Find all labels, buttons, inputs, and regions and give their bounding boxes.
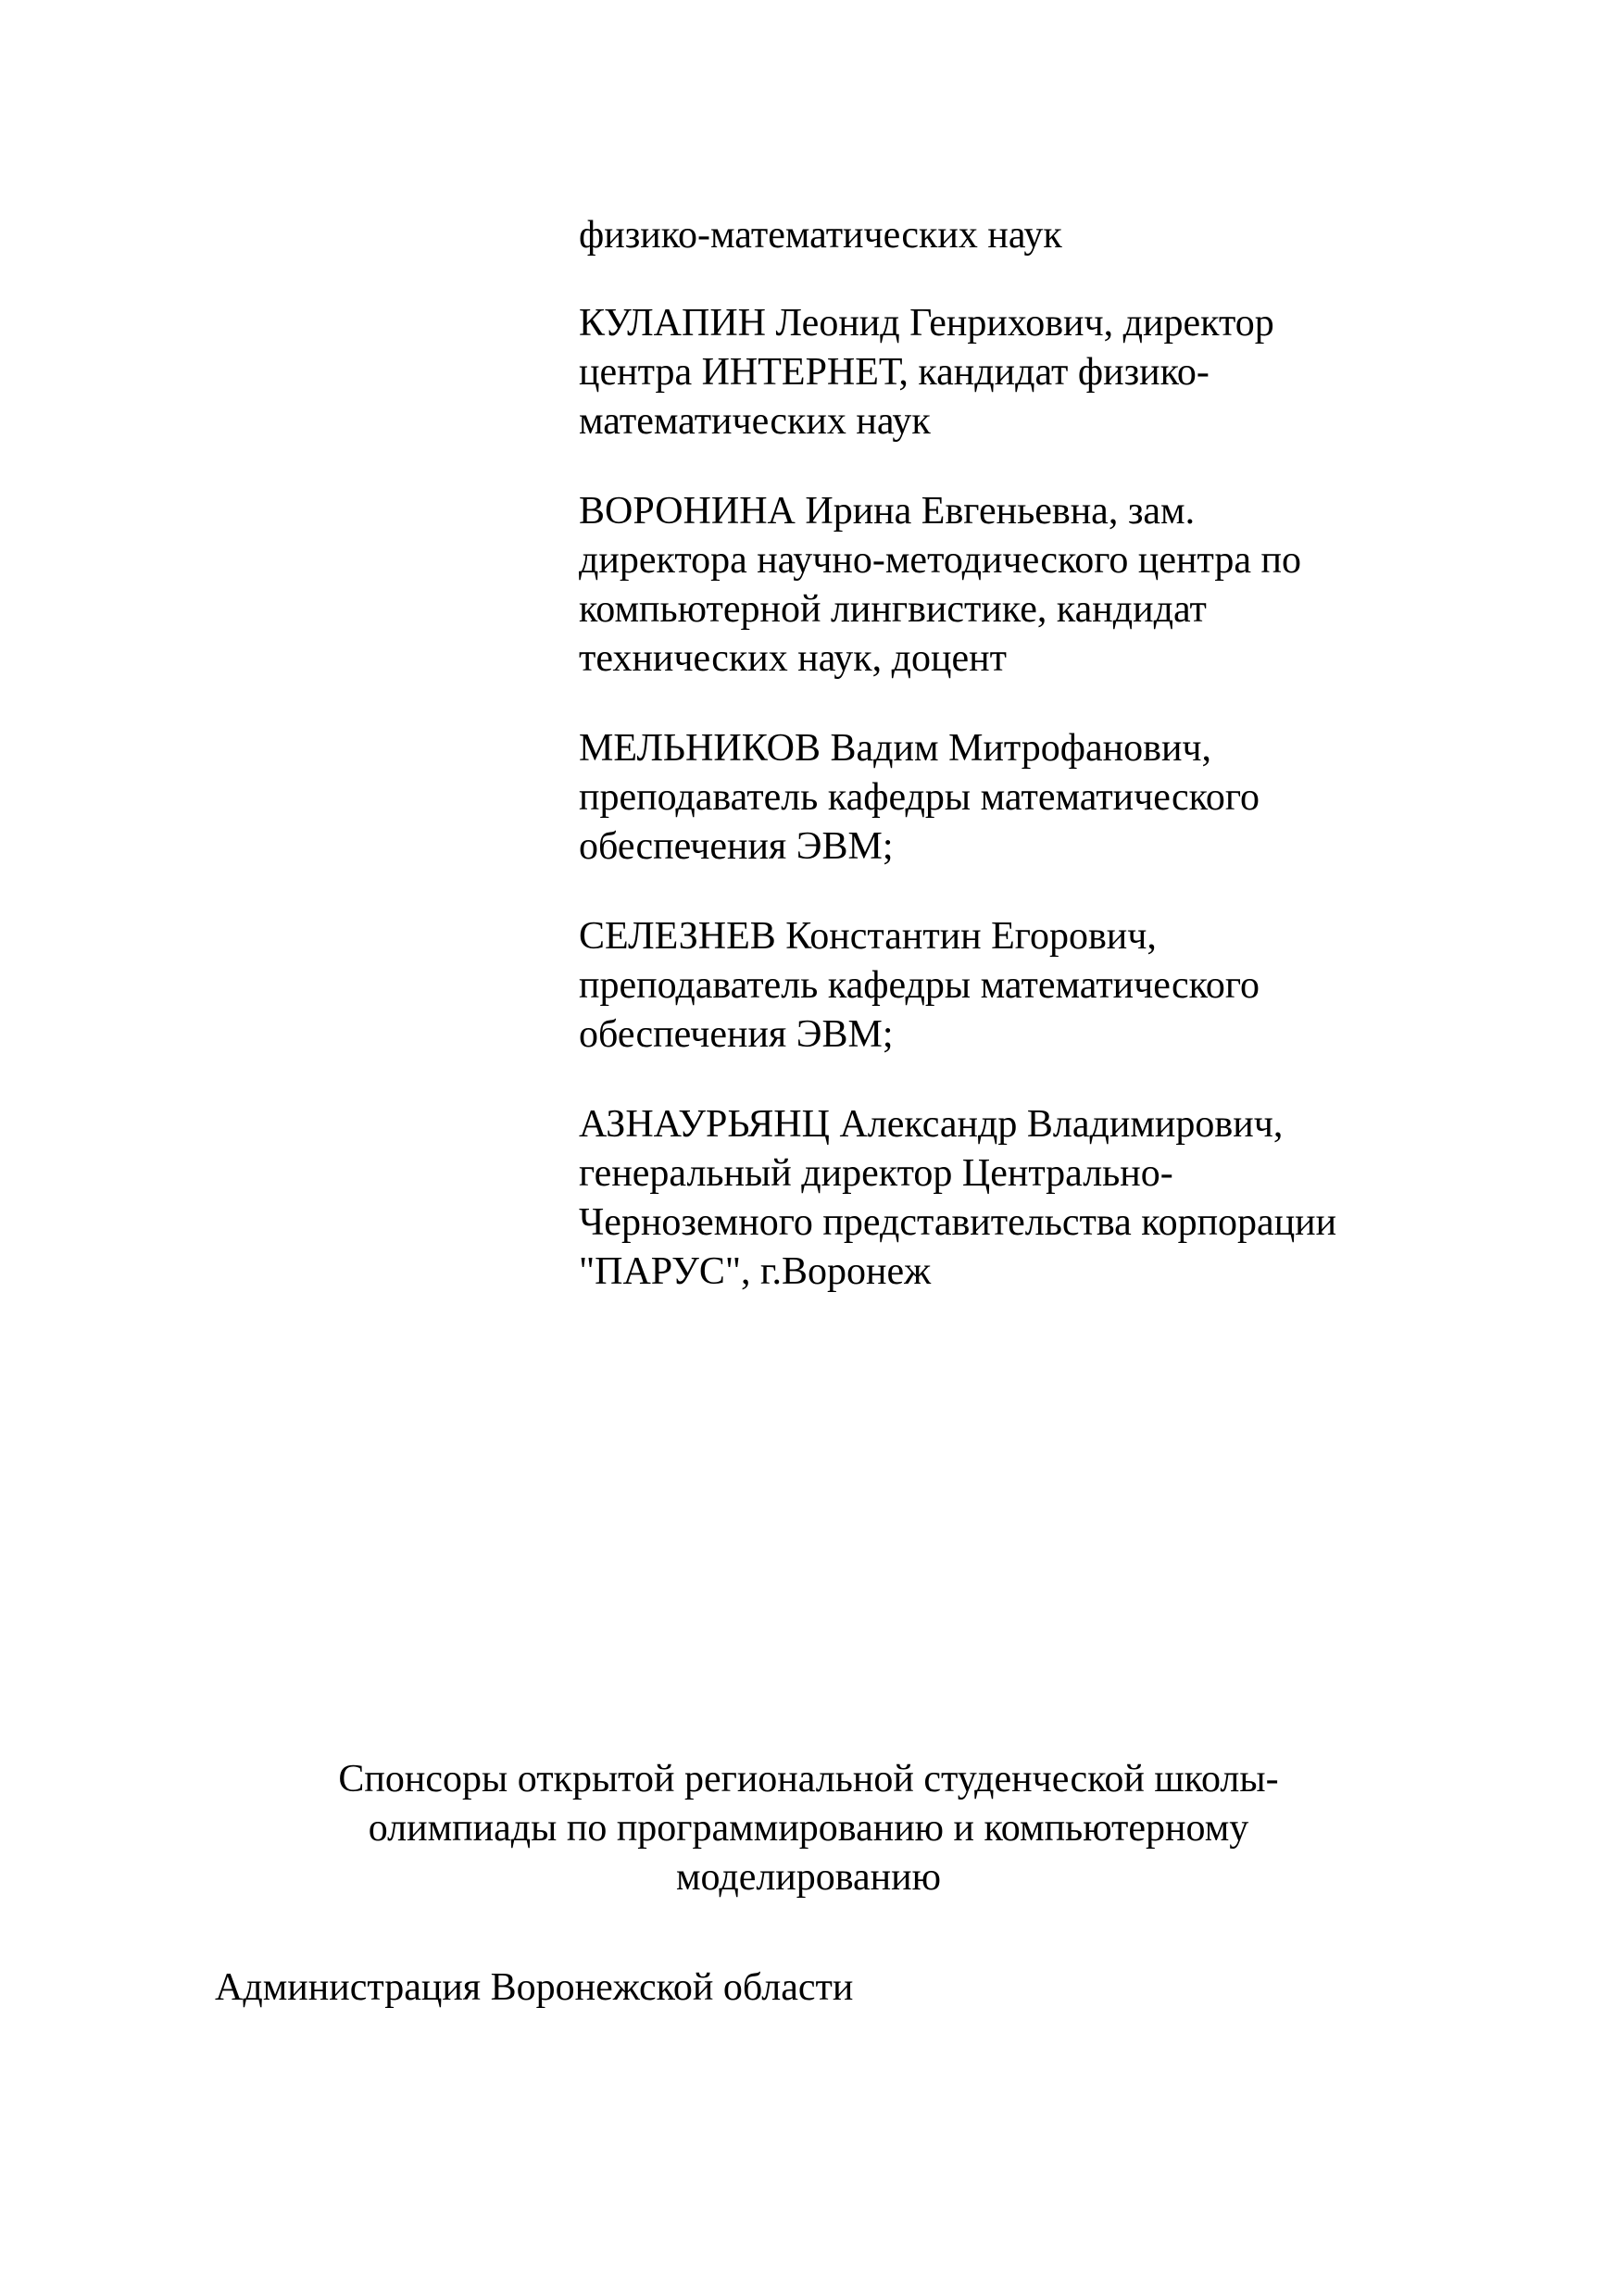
member-line: КУЛАПИН Леонид Генрихович, директор bbox=[579, 302, 1274, 345]
member-line: СЕЛЕЗНЕВ Константин Егорович, bbox=[579, 915, 1157, 958]
heading-line: Спонсоры открытой региональной студенческой школы- bbox=[338, 1758, 1279, 1800]
committee-continuation bbox=[579, 211, 1514, 260]
member-line: МЕЛЬНИКОВ Вадим Митрофанович, bbox=[579, 727, 1212, 770]
sponsors-heading bbox=[278, 1755, 1339, 1902]
member-line: преподаватель кафедры математического bbox=[579, 776, 1260, 819]
member-line: технических наук, доцент bbox=[579, 637, 1007, 680]
member-line: АЗНАУРЬЯНЦ Александр Владимирович, bbox=[579, 1103, 1284, 1146]
member-line: обеспечения ЭВМ; bbox=[579, 1013, 894, 1056]
continuation-line: физико-математических наук bbox=[579, 214, 1062, 257]
committee-member-seleznev bbox=[579, 912, 1514, 1060]
heading-line: моделированию bbox=[675, 1856, 942, 1899]
member-line: директора научно-методического центра по bbox=[579, 539, 1301, 582]
member-line: преподаватель кафедры математического bbox=[579, 964, 1260, 1007]
member-line: "ПАРУС", г.Воронеж bbox=[579, 1250, 932, 1293]
committee-list bbox=[579, 211, 1514, 1337]
member-line: компьютерной лингвистике, кандидат bbox=[579, 588, 1207, 631]
sponsor-item: Администрация Воронежской области bbox=[215, 1966, 854, 2009]
member-line: обеспечения ЭВМ; bbox=[579, 825, 894, 868]
committee-member-aznauryants bbox=[579, 1100, 1514, 1297]
member-line: Черноземного представительства корпорации bbox=[579, 1201, 1337, 1244]
member-line: математических наук bbox=[579, 400, 931, 443]
member-line: центра ИНТЕРНЕТ, кандидат физико- bbox=[579, 351, 1210, 394]
committee-member-melnikov bbox=[579, 724, 1514, 872]
committee-member-voronina bbox=[579, 487, 1514, 684]
member-line: генеральный директор Центрально- bbox=[579, 1152, 1173, 1195]
heading-line: олимпиады по программированию и компьютерному bbox=[368, 1807, 1249, 1850]
committee-member-kulapin bbox=[579, 299, 1514, 446]
member-line: ВОРОНИНА Ирина Евгеньевна, зам. bbox=[579, 490, 1196, 533]
